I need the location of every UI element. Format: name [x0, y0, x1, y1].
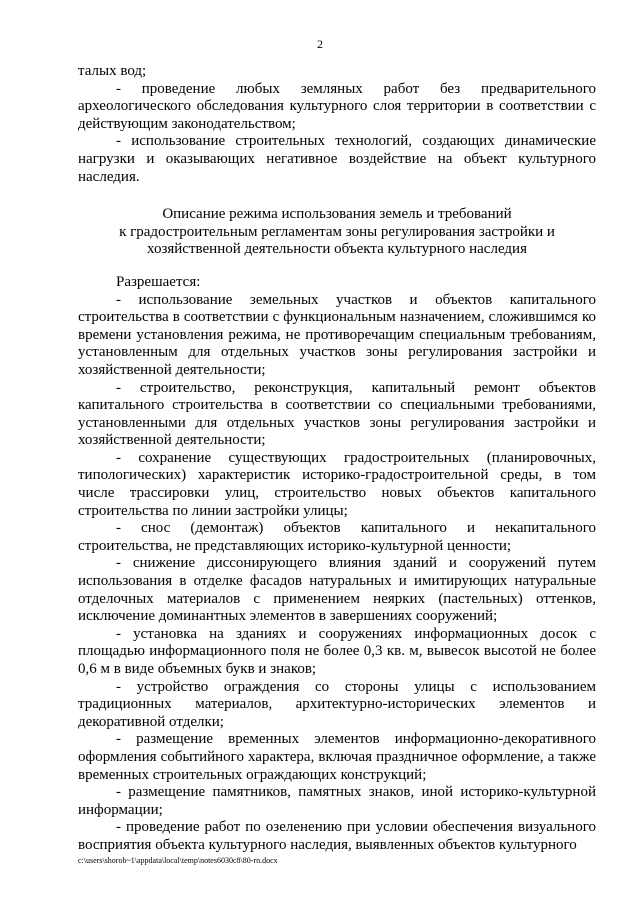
document-body [78, 63, 596, 855]
allowed-item: - снижение диссонирующего влияния зданий и сооружений путем использования в отделке фасадов натуральных и имитирующих натуральные отделочных материалов с применением неярких (пастельных) оттенков, исключение доминантных элементов в завершениях сооружений; [78, 555, 596, 625]
heading-line: Описание режима использования земель и требований [162, 206, 512, 223]
allowed-item: - сохранение существующих градостроительных (планировочных, типологических) характеристик историко-градостроительной среды, в том числе трассировки улиц, строительство новых объектов капитального строительства по линии застройки улицы; [78, 449, 596, 519]
restriction-item: - проведение любых земляных работ без предварительного археологического обследования культурного слоя территории в соответствии с действующим законодательством; [78, 80, 596, 132]
allowed-item: - использование земельных участков и объектов капитального строительства в соответствии с функциональным назначением, сложившимся ко времени установления режима, не противоречащим специальным требованиям, установленным для отдельных участков зоны регулирования застройки и хозяйственной деятельности; [78, 291, 596, 378]
footer-file-path: c:\users\shorob~1\appdata\local\temp\notes6030c8\80-rn.docx [78, 856, 278, 865]
allowed-item: - устройство ограждения со стороны улицы с использованием традиционных материалов, архитектурно-исторических элементов и декоративной отделки; [78, 678, 596, 730]
allowed-item: - проведение работ по озеленению при условии обеспечения визуального восприятия объекта культурного наследия, выявленных объектов культурного [78, 819, 596, 853]
allowed-item: - снос (демонтаж) объектов капитального и некапитального строительства, не представляющих историко-культурной ценности; [78, 520, 596, 554]
heading-line: к градостроительным регламентам зоны регулирования застройки и [119, 223, 555, 240]
allowed-item: - размещение памятников, памятных знаков, иной историко-культурной информации; [78, 784, 596, 818]
continuation-line: талых вод; [78, 63, 147, 79]
allowed-item: - строительство, реконструкция, капитальный ремонт объектов капитального строительства в соответствии со специальными требованиями, установленными для отдельных участков зоны регулирования застройки и хозяйственной деятельности; [78, 379, 596, 449]
restriction-item: - использование строительных технологий, создающих динамические нагрузки и оказывающих негативное воздействие на объект культурного наследия. [78, 133, 596, 185]
section-heading [78, 206, 596, 259]
allowed-list [78, 292, 596, 855]
allowed-label: Разрешается: [116, 273, 201, 290]
allowed-item: - установка на зданиях и сооружениях информационных досок с площадью информационного поля не более 0,3 кв. м, вывесок высотой не более 0,6 м в виде объемных букв и знаков; [78, 625, 596, 677]
allowed-item: - размещение временных элементов информационно-декоративного оформления событийного характера, включая праздничное оформление, а также временных строительных ограждающих конструкций; [78, 731, 596, 783]
page-number: 2 [317, 37, 323, 51]
heading-line: хозяйственной деятельности объекта культурного наследия [147, 241, 527, 258]
